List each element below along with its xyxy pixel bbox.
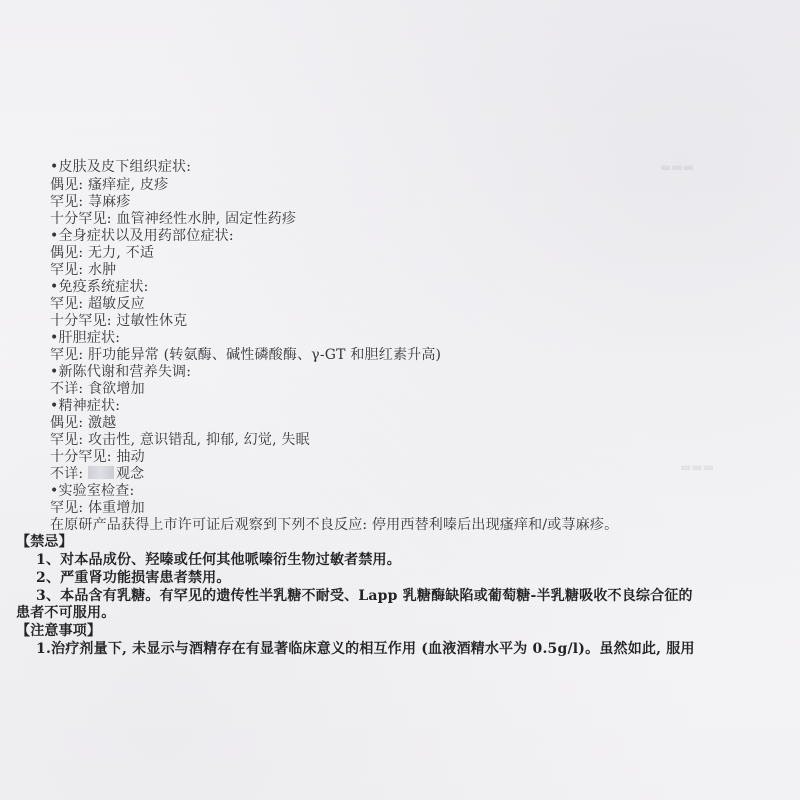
section-immune: •免疫系统症状:: [50, 279, 149, 295]
text-line: 偶见: 无力, 不适: [50, 245, 155, 261]
heading-contraindications: 【禁忌】: [16, 534, 73, 550]
text-line: 罕见: 超敏反应: [50, 296, 145, 312]
section-psychiatric: •精神症状:: [50, 398, 121, 414]
text-line: 1、对本品成份、羟嗪或任何其他哌嗪衍生物过敏者禁用。: [36, 552, 401, 568]
text-line: 3、本品含有乳糖。有罕见的遗传性半乳糖不耐受、Lapp 乳糖酶缺陷或葡萄糖-半乳糖吸收不良综合征的: [36, 588, 693, 604]
text-line: 2、严重肾功能损害患者禁用。: [36, 570, 231, 586]
text-line: 罕见: 体重增加: [50, 500, 145, 516]
text-fragment: 观念: [115, 466, 145, 482]
text-line: 十分罕见: 过敏性休克: [50, 313, 188, 329]
text-line-redacted: [50, 465, 144, 483]
text-fragment: 不详:: [50, 466, 88, 482]
text-line: 十分罕见: 血管神经性水肿, 固定性药疹: [50, 211, 297, 227]
text-line: 在原研产品获得上市许可证后观察到下列不良反应: 停用西替利嗪后出现瘙痒和/或荨麻疹。: [50, 517, 619, 533]
text-line: 不详: 食欲增加: [50, 381, 145, 397]
heading-precautions: 【注意事项】: [16, 623, 102, 639]
redaction-mark: [88, 466, 114, 479]
section-hepatobiliary: •肝胆症状:: [50, 330, 121, 346]
text-line: 1.治疗剂量下, 未显示与酒精存在有显著临床意义的相互作用 (血液酒精水平为 0.5g/l)。虽然如此, 服用: [36, 641, 695, 657]
text-line: 罕见: 攻击性, 意识错乱, 抑郁, 幻觉, 失眠: [50, 432, 310, 448]
section-lab: •实验室检查:: [50, 483, 135, 499]
section-skin: •皮肤及皮下组织症状:: [50, 159, 192, 175]
section-metabolism: •新陈代谢和营养失调:: [50, 364, 192, 380]
text-line: 偶见: 激越: [50, 415, 117, 431]
bleed-through-mark: ▬▬▬: [680, 460, 715, 474]
text-line: 罕见: 水肿: [50, 262, 117, 278]
bleed-through-mark: ▬▬▬: [660, 160, 695, 174]
text-line: 十分罕见: 抽动: [50, 449, 145, 465]
text-line: 患者不可服用。: [16, 605, 116, 621]
section-systemic: •全身症状以及用药部位症状:: [50, 228, 234, 244]
text-line: 罕见: 肝功能异常 (转氨酶、碱性磷酸酶、γ-GT 和胆红素升高): [50, 347, 442, 363]
text-line: 偶见: 瘙痒症, 皮疹: [50, 177, 169, 193]
text-line: 罕见: 荨麻疹: [50, 194, 131, 210]
